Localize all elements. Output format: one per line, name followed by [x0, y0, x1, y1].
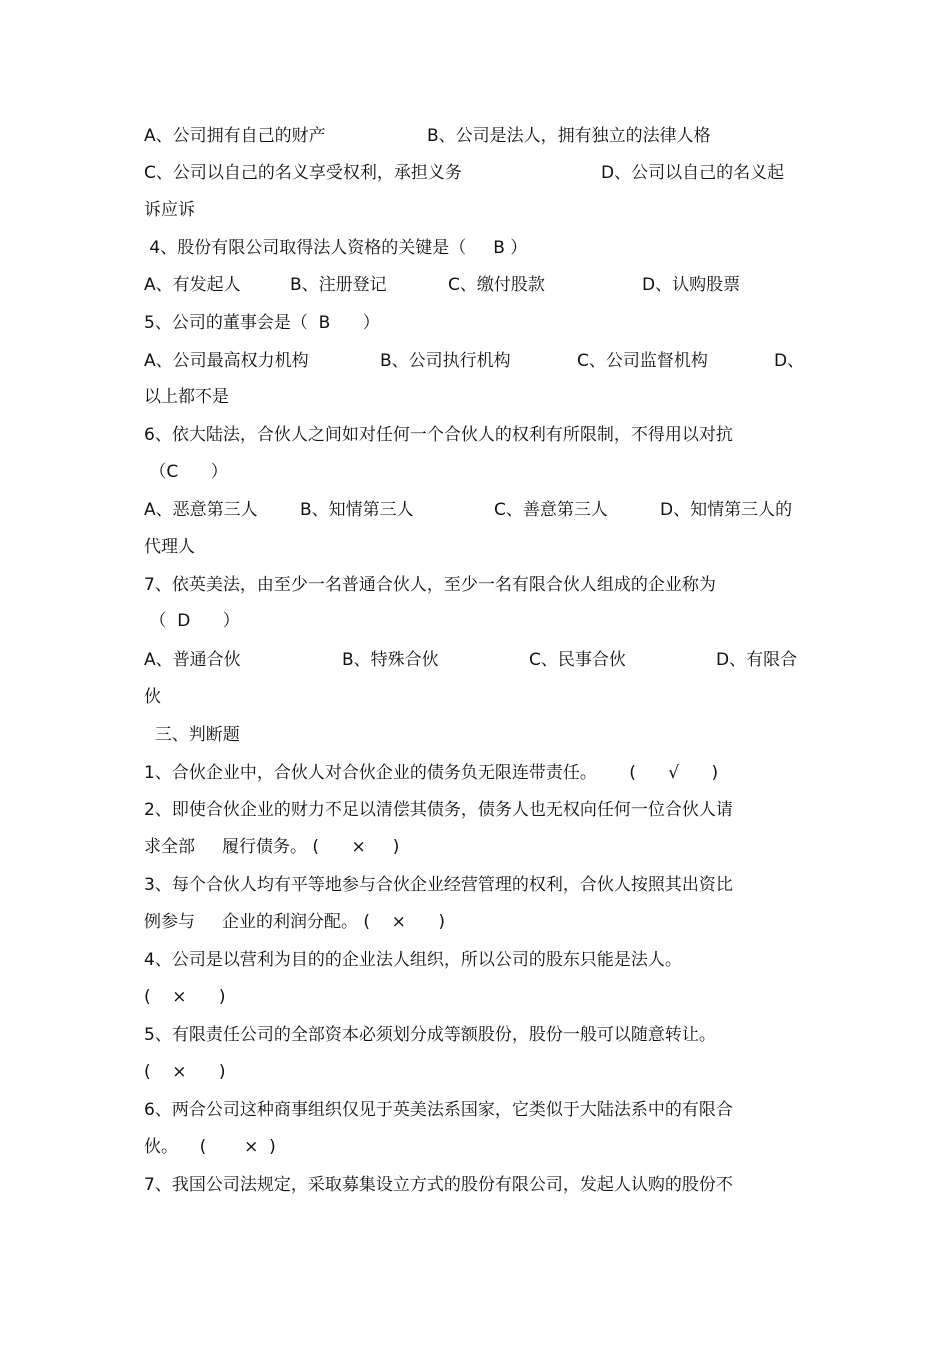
q5-option-d: D、 [774, 351, 805, 371]
q7-option-c: C、民事合伙 [529, 650, 626, 670]
q4-options-row [144, 272, 844, 298]
q7-option-b: B、特殊合伙 [342, 650, 439, 670]
q3-options-row-2 [144, 160, 844, 186]
q3-option-d: D、公司以自己的名义起 [601, 163, 785, 183]
q7-stem-line-2: （ D ） [144, 611, 240, 631]
q6-stem-line-1: 6、依大陆法，合伙人之间如对任何一个合伙人的权利有所限制，不得用以对抗 [144, 425, 733, 445]
q5-option-b: B、公司执行机构 [380, 351, 511, 371]
q3-options-row-1 [144, 123, 844, 149]
q4-stem: 4、股份有限公司取得法人资格的关键是（ B ） [144, 238, 528, 258]
q4-option-b: B、注册登记 [290, 275, 387, 295]
q6-option-d-continuation: 代理人 [144, 537, 195, 557]
q6-option-d: D、知情第三人的 [660, 500, 793, 520]
q7-option-d: D、有限合 [716, 650, 798, 670]
q7-options-row [144, 647, 844, 673]
q3-option-d-continuation: 诉应诉 [144, 200, 195, 220]
q5-stem: 5、公司的董事会是（ B ） [144, 313, 380, 333]
section-title: 三、判断题 [144, 725, 240, 745]
q6-option-b: B、知情第三人 [300, 500, 414, 520]
q5-option-d-continuation: 以上都不是 [144, 387, 229, 407]
q4-option-d: D、认购股票 [642, 275, 741, 295]
judgment-3-line-1: 3、每个合伙人均有平等地参与合伙企业经营管理的权利，合伙人按照其出资比 [144, 875, 733, 895]
q3-option-c: C、公司以自己的名义享受权利，承担义务 [144, 163, 462, 183]
q5-option-c: C、公司监督机构 [577, 351, 708, 371]
q4-option-c: C、缴付股款 [448, 275, 545, 295]
q6-option-c: C、善意第三人 [494, 500, 608, 520]
q6-stem-line-2: （C ） [144, 462, 228, 482]
judgment-4-line-2: ( × ) [144, 987, 226, 1007]
q3-option-a: A、公司拥有自己的财产 [144, 126, 326, 146]
judgment-2-line-1: 2、即使合伙企业的财力不足以清偿其债务，债务人也无权向任何一位合伙人请 [144, 800, 733, 820]
q6-options-row [144, 497, 844, 523]
q5-options-row [144, 348, 844, 374]
q7-option-d-continuation: 伙 [144, 687, 161, 707]
judgment-4-line-1: 4、公司是以营利为目的的企业法人组织，所以公司的股东只能是法人。 [144, 950, 682, 970]
judgment-1-line-1: 1、合伙企业中，合伙人对合伙企业的债务负无限连带责任。 ( √ ) [144, 763, 719, 783]
judgment-5-line-2: ( × ) [144, 1062, 226, 1082]
judgment-7-line-1: 7、我国公司法规定，采取募集设立方式的股份有限公司，发起人认购的股份不 [144, 1175, 733, 1195]
judgment-5-line-1: 5、有限责任公司的全部资本必须划分成等额股份，股份一般可以随意转让。 [144, 1025, 716, 1045]
q5-option-a: A、公司最高权力机构 [144, 351, 309, 371]
q7-option-a: A、普通合伙 [144, 650, 241, 670]
q3-option-b: B、公司是法人，拥有独立的法律人格 [427, 126, 711, 146]
judgment-6-line-2: 伙。 ( × ) [144, 1137, 276, 1157]
judgment-3-line-2: 例参与 企业的利润分配。 ( × ) [144, 912, 445, 932]
q6-option-a: A、恶意第三人 [144, 500, 258, 520]
judgment-6-line-1: 6、两合公司这种商事组织仅见于英美法系国家，它类似于大陆法系中的有限合 [144, 1100, 733, 1120]
q4-option-a: A、有发起人 [144, 275, 241, 295]
judgment-2-line-2: 求全部 履行债务。 ( × ) [144, 837, 400, 857]
q7-stem-line-1: 7、依英美法，由至少一名普通合伙人，至少一名有限合伙人组成的企业称为 [144, 575, 716, 595]
